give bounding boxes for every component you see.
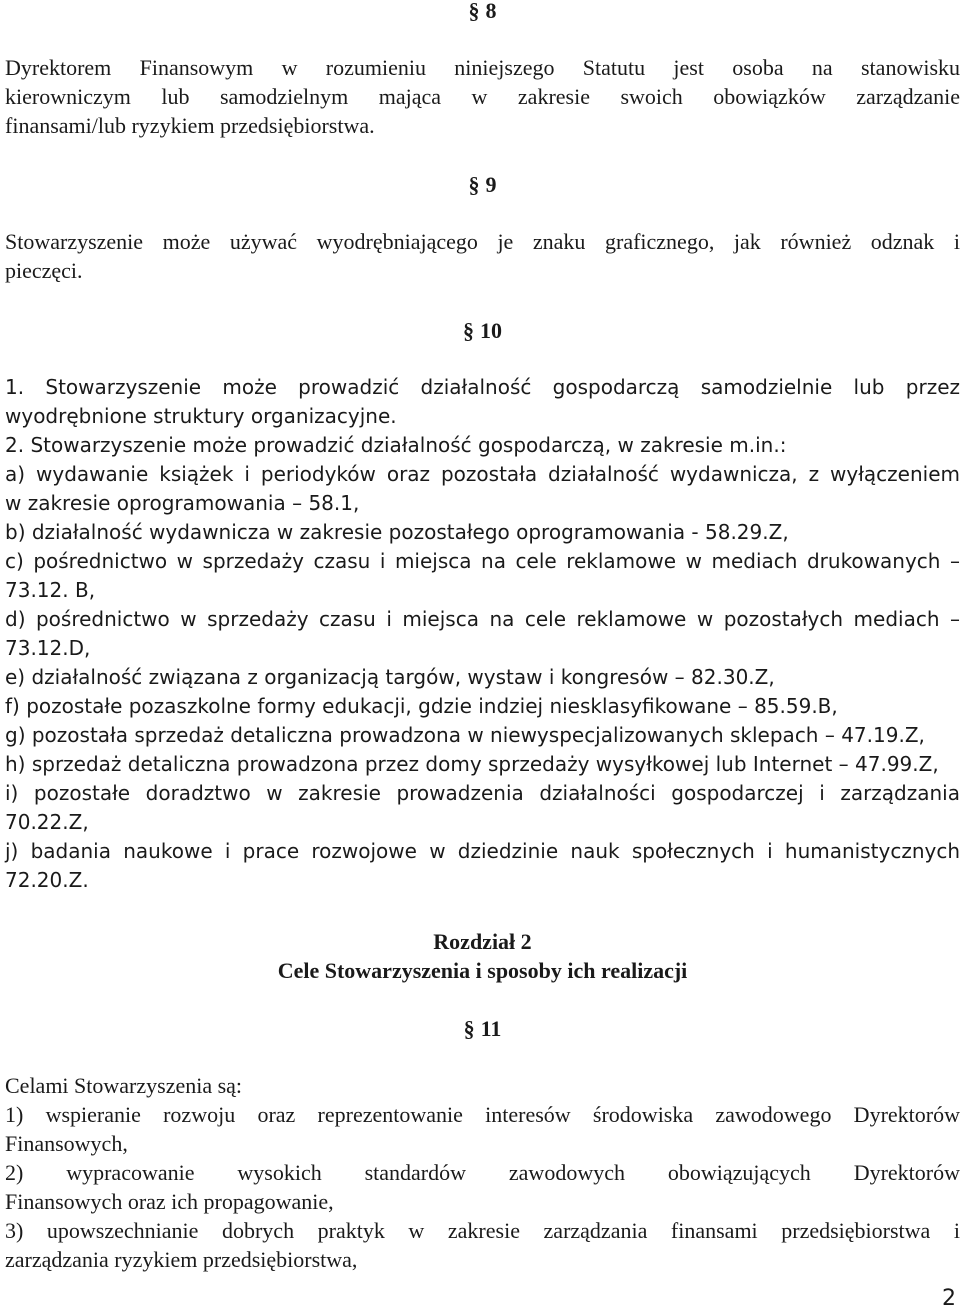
text-line: 73.12.D, [5, 636, 91, 660]
paragraph-s8 [5, 53, 960, 140]
section-symbol: § [463, 1016, 475, 1041]
chapter-subtitle: Cele Stowarzyszenia i sposoby ich realizacji [277, 958, 688, 983]
list-item-i: i) pozostałe doradztwo w zakresie prowadzenia działalności gospodarczej i zarządzania [5, 781, 960, 805]
list-item-f: f) pozostałe pozaszkolne formy edukacji, gdzie indziej niesklasyfikowane – 85.59.B, [5, 694, 838, 718]
page-number: 2 [942, 1286, 956, 1311]
section-heading-9 [5, 170, 960, 199]
text-line: finansami/lub ryzykiem przedsiębiorstwa. [5, 113, 375, 138]
text-line: kierowniczym lub samodzielnym mająca w zakresie swoich obowiązków zarządzanie [5, 84, 960, 109]
list-item-e: e) działalność związana z organizacją targów, wystaw i kongresów – 82.30.Z, [5, 665, 775, 689]
list-item-a: a) wydawanie książek i periodyków oraz pozostała działalność wydawnicza, z wyłączeniem [5, 462, 960, 486]
text-line: Celami Stowarzyszenia są: [5, 1073, 243, 1098]
section-number: 9 [485, 172, 497, 197]
chapter-heading [5, 927, 960, 985]
section-number: 11 [480, 1016, 502, 1041]
text-line: 70.22.Z, [5, 810, 89, 834]
list-item-h: h) sprzedaż detaliczna prowadzona przez domy sprzedaży wysyłkowej lub Internet – 47.99.Z, [5, 752, 939, 776]
text-line: Stowarzyszenie może używać wyodrębniającego je znaku graficznego, jak również odznak i [5, 229, 960, 254]
paragraph-s9 [5, 227, 960, 285]
section-heading-10 [5, 316, 960, 345]
paragraph-s10 [5, 373, 960, 895]
section-symbol: § [468, 0, 480, 23]
text-line: Finansowych oraz ich propagowanie, [5, 1189, 334, 1214]
text-line: wyodrębnione struktury organizacyjne. [5, 404, 397, 428]
list-item-d: d) pośrednictwo w sprzedaży czasu i miejsca na cele reklamowe w pozostałych mediach – [5, 607, 960, 631]
chapter-title: Rozdział 2 [433, 929, 532, 954]
text-line: Finansowych, [5, 1131, 128, 1156]
section-symbol: § [468, 172, 480, 197]
text-line: 1. Stowarzyszenie może prowadzić działalność gospodarczą samodzielnie lub przez [5, 375, 960, 399]
text-line: Dyrektorem Finansowym w rozumieniu niniejszego Statutu jest osoba na stanowisku [5, 55, 960, 80]
text-line: 2. Stowarzyszenie może prowadzić działalność gospodarczą, w zakresie m.in.: [5, 433, 787, 457]
list-item-c: c) pośrednictwo w sprzedaży czasu i miejsca na cele reklamowe w mediach drukowanych – [5, 549, 960, 573]
list-item-j: j) badania naukowe i prace rozwojowe w dziedzinie nauk społecznych i humanistycznych [5, 839, 960, 863]
section-number: 10 [480, 318, 502, 343]
list-item-3: 3) upowszechnianie dobrych praktyk w zakresie zarządzania finansami przedsiębiorstwa i [5, 1218, 960, 1243]
text-line: w zakresie oprogramowania – 58.1, [5, 491, 360, 515]
text-line: pieczęci. [5, 258, 83, 283]
paragraph-s11 [5, 1071, 960, 1274]
section-symbol: § [463, 318, 474, 343]
list-item-2: 2) wypracowanie wysokich standardów zawodowych obowiązujących Dyrektorów [5, 1160, 960, 1185]
list-item-b: b) działalność wydawnicza w zakresie pozostałego oprogramowania - 58.29.Z, [5, 520, 789, 544]
text-line: 73.12. B, [5, 578, 96, 602]
section-number: 8 [485, 0, 497, 23]
list-item-g: g) pozostała sprzedaż detaliczna prowadzona w niewyspecjalizowanych sklepach – 47.19.Z, [5, 723, 925, 747]
section-heading-8 [5, 0, 960, 25]
list-item-1: 1) wspieranie rozwoju oraz reprezentowanie interesów środowiska zawodowego Dyrektorów [5, 1102, 960, 1127]
text-line: 72.20.Z. [5, 868, 89, 892]
text-line: zarządzania ryzykiem przedsiębiorstwa, [5, 1247, 358, 1272]
section-heading-11 [5, 1014, 960, 1043]
